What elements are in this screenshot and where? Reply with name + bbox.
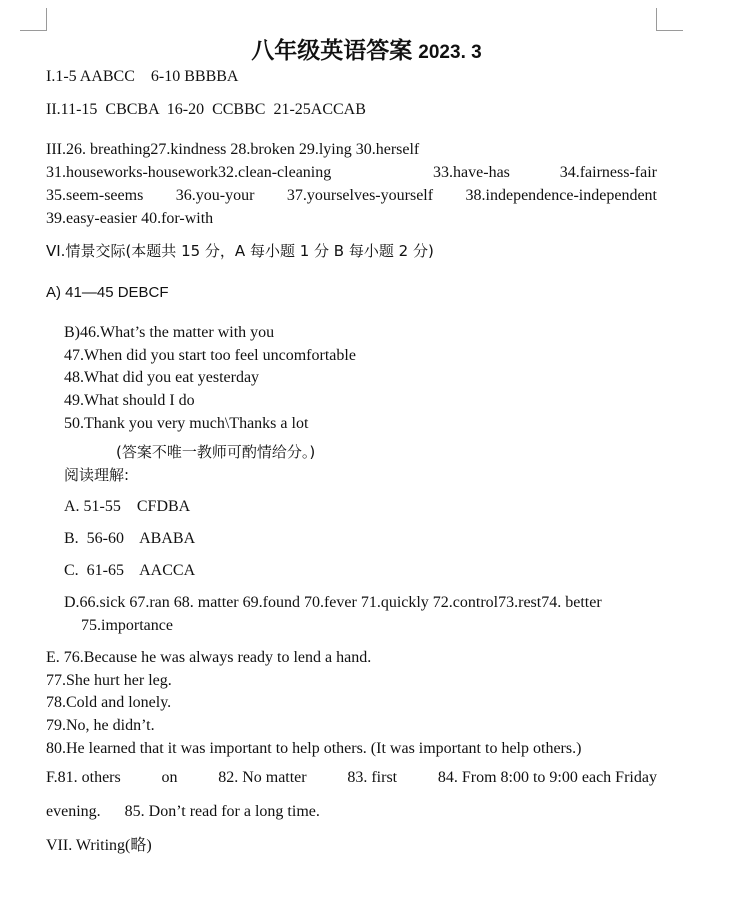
reading-part-f-item: 84. From 8:00 to 9:00 each Friday bbox=[437, 769, 657, 786]
section-6-note: (答案不唯一教师可酌情给分。) bbox=[116, 443, 316, 461]
reading-part-f-item: 82. No matter bbox=[218, 769, 307, 786]
reading-part-e-item: 78.Cold and lonely. bbox=[46, 694, 172, 711]
section-3-item: 37.yourselves-yourself bbox=[286, 187, 434, 204]
reading-part-f-line-1 bbox=[46, 768, 657, 788]
reading-part-d-line-1: D.66.sick 67.ran 68. matter 69.found 70.fever 71.quickly 72.control73.rest74. better bbox=[64, 594, 602, 611]
section-3-item: 31.houseworks-housework32.clean-cleaning bbox=[46, 164, 332, 181]
section-3-item: 34.fairness-fair bbox=[559, 164, 657, 181]
reading-part-f-line-2: evening. 85. Don’t read for a long time. bbox=[46, 803, 320, 820]
section-6-part-b-item: 50.Thank you very much\Thanks a lot bbox=[64, 415, 309, 432]
reading-part-f-item: F.81. others bbox=[46, 769, 121, 786]
page-corner-mark-top-left bbox=[20, 8, 47, 31]
reading-part-b: B. 56-60 ABABA bbox=[64, 530, 196, 547]
section-6-part-b-item: 49.What should I do bbox=[64, 392, 195, 409]
section-3-item: 36.you-your bbox=[175, 187, 255, 204]
page-corner-mark-top-right bbox=[656, 8, 683, 31]
section-3-item: 38.independence-independent bbox=[465, 187, 657, 204]
section-3-line-2 bbox=[46, 163, 657, 183]
section-3-item: 33.have-has bbox=[433, 164, 510, 181]
title-year: 2023. 3 bbox=[418, 42, 482, 63]
reading-part-e-item: E. 76.Because he was always ready to lend a hand. bbox=[46, 649, 372, 666]
reading-part-c: C. 61-65 AACCA bbox=[64, 562, 196, 579]
reading-part-e-item: 79.No, he didn’t. bbox=[46, 717, 155, 734]
reading-part-d-line-2: 75.importance bbox=[81, 617, 173, 634]
title-main: 八年级英语答案 bbox=[251, 38, 413, 63]
section-3-item: 35.seem-seems bbox=[46, 187, 144, 204]
reading-part-f-item: on bbox=[161, 769, 178, 786]
reading-part-a: A. 51-55 CFDBA bbox=[64, 498, 191, 515]
section-6-part-b-item: B)46.What’s the matter with you bbox=[64, 324, 275, 341]
section-3-line-3 bbox=[46, 186, 657, 206]
section-6-heading: VI.情景交际(本题共 15 分，A 每小题 1 分 B 每小题 2 分) bbox=[46, 242, 434, 260]
reading-part-e-item: 80.He learned that it was important to help others. (It was important to help others.) bbox=[46, 740, 582, 757]
section-6-part-b-item: 47.When did you start too feel uncomfortable bbox=[64, 347, 356, 364]
section-3-line-4: 39.easy-easier 40.for-with bbox=[46, 210, 214, 227]
page-title bbox=[0, 36, 733, 68]
section-6-part-a: A) 41—45 DEBCF bbox=[46, 284, 169, 301]
section-2-answers: II.11-15 CBCBA 16-20 CCBBC 21-25ACCAB bbox=[46, 101, 366, 118]
reading-part-f-item: 83. first bbox=[347, 769, 398, 786]
reading-heading: 阅读理解: bbox=[64, 466, 130, 484]
section-7-writing: VII. Writing(略) bbox=[46, 837, 152, 854]
reading-part-e-item: 77.She hurt her leg. bbox=[46, 672, 172, 689]
section-1-answers: I.1-5 AABCC 6-10 BBBBA bbox=[46, 68, 239, 85]
section-6-part-b-item: 48.What did you eat yesterday bbox=[64, 369, 260, 386]
section-3-line-1: III.26. breathing27.kindness 28.broken 29.lying 30.herself bbox=[46, 141, 420, 158]
